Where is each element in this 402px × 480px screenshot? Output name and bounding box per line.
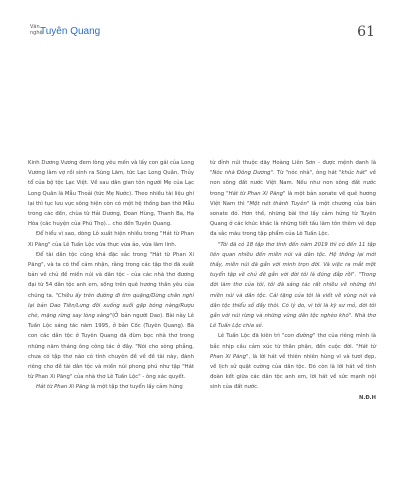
left-paragraph-4: [28, 382, 194, 392]
page-header: [30, 20, 375, 50]
quote: "Một nét thành Tuyên": [247, 200, 310, 207]
poem-quote: "Chiều ấy trên đường đi tìm quặng/Dừng chân nghỉ lại bản Dao Tiền/Lưng đồi xuống suối gặp bóng nàng/Rượu chè, mặng rừng say lòng sàng": [28, 292, 194, 320]
paragraph-text: Để tài dân tộc cũng khá đặc sắc trong "Hát từ Phan Xi Păng", và ta có thể cảm nhận, rằng trong các tập thơ đã xuất bản về chủ đề miền núi và dân tộc - của các nhà thơ đương đại từ 54 dân tộc anh em, sống trên quê hương thân yêu của chúng ta.: [28, 251, 194, 299]
book-title: Hát từ Phan Xi Păng: [36, 384, 89, 391]
paragraph-text: , là lời hát về thiên nhiên hùng vĩ và tươi đẹp, về lịch sử quật cường của dân tộc. Đó còn là lời hát về tình đoàn kết giữa các dân tộc anh em, lời hát về sức mạnh nội sinh của đất nước.: [210, 353, 377, 391]
right-paragraph-1: [210, 158, 376, 240]
author-signature: N.Đ.H: [359, 394, 376, 401]
paragraph-text: thơ của riêng mình là bắc nhịp cầu cảm xúc từ thân phận, đến cuộc đời.: [210, 333, 376, 350]
paragraph-text: là một chương của bản sonate đó. Hơn thế, những bài thơ lấy cảm hứng từ Tuyên Quang ở các khúc khác là những tiết tấu làm tôn thêm vẻ đẹp đa sắc màu trong tập phẩm của Lê Tuấn Lộc.: [210, 200, 377, 238]
right-paragraph-2: "Tôi đã có 18 tập thơ tính đến năm 2019 thì có đến 11 tập liên quan nhiều đến miền núi và dân tộc. Hệ thống lại mới thấy, miền núi đã gắn với mình trọn đời. Và việc ra mắt một tuyển tập về chủ đề gắn với đời tôi là đúng đắp rồi". "Trong đời làm thơ của tôi, tôi đã sáng tác rất nhiều về những thi miền núi và dân tộc. Cái tặng của tôi là viết về vùng núi và dân tộc thiểu số đấy thôi. Có lý do, vì tôi là kỹ sư mỏ, đời tôi gắn với núi rừng và những vùng dân tộc nghèo khó". Nhà thơ Lê Tuấn Lộc chia sẻ.: [210, 241, 376, 330]
left-column: [28, 158, 194, 393]
paragraph-text: Lê Tuấn Lộc đã kiên trì: [218, 333, 283, 340]
quote: "khúc hát": [338, 170, 368, 177]
left-paragraph-2: Để hiểu vì sao, dòng Lô xuất hiện nhiều trong "Hát từ Phan Xi Păng" của Lê Tuấn Lộc vừa thực vừa ảo, vừa lãm linh.: [28, 231, 194, 248]
quote: "Nóc nhà Đông Dương": [210, 170, 273, 177]
quote: "con đường": [282, 333, 316, 340]
left-paragraph-1: Kinh Dương Vương đem lòng yêu mến và lấy con gái của Long Vương làm vợ rồi sinh ra Sùng Lãm, tức Lạc Long Quân, Thủy tổ của bộ tộc Lạc Việt. Về sau dân gian tôn người Mẹ của Lạc Long Quân là Mẫu Thoải (tức Mẹ Nước). Theo nhiều tài liệu ghi lại thì tục lưu vực sông hiện còn có một hệ thống ban thờ Mẫu trong các đền, chùa từ Hải Dương, Đoan Hùng, Thanh Ba, Hạ Hòa (các huyện của Phú Thọ)... cho đến Tuyên Quang.: [28, 160, 194, 228]
quote: "Hát từ Phan Xi Păng": [210, 343, 376, 360]
paragraph-text: từ đỉnh núi thuộc dãy Hoàng Liên Sơn - được mệnh danh là: [210, 160, 376, 166]
right-paragraph-3: [210, 331, 376, 392]
paragraph-text: là một tập thơ tuyển lấy cảm hứng: [88, 384, 183, 391]
paragraph-text: là một bản sonate về quê hương Việt Nam thì: [210, 190, 376, 207]
quote: "Hát từ Phan Xi Păng": [226, 190, 286, 197]
page-number: 61: [357, 24, 375, 40]
paragraph-text: (Ở bản người Dao). Bài này Lê Tuấn Lộc sáng tác năm 1995, ở bản Cốc (Tuyên Quang). Bà con các dân tộc ở Tuyên Quang đã đùm bọc nhà thơ trong những năm tháng ông công tác ở đây. "Nói cho sòng phẳng, chưa có tập thơ nào có tính chuyên đề về đề tài này, đánh riêng cho đề tài dân tộc và miền núi phong phú như tập "Hát từ Phan Xi Păng" của nhà thơ Lê Tuấn Lộc" - ông xác quyết.: [28, 313, 194, 381]
left-paragraph-3: [28, 250, 194, 383]
paragraph-text: . Từ "nóc nhà", ông hát: [272, 170, 339, 177]
logo-main-text: Tuyên Quang: [40, 26, 101, 37]
logo-small-text: Văn nghệ: [30, 24, 43, 36]
paragraph-text: về non sông đất nước Việt Nam. Nếu như non sông đất nước trong: [210, 170, 376, 197]
right-column: [210, 158, 376, 403]
